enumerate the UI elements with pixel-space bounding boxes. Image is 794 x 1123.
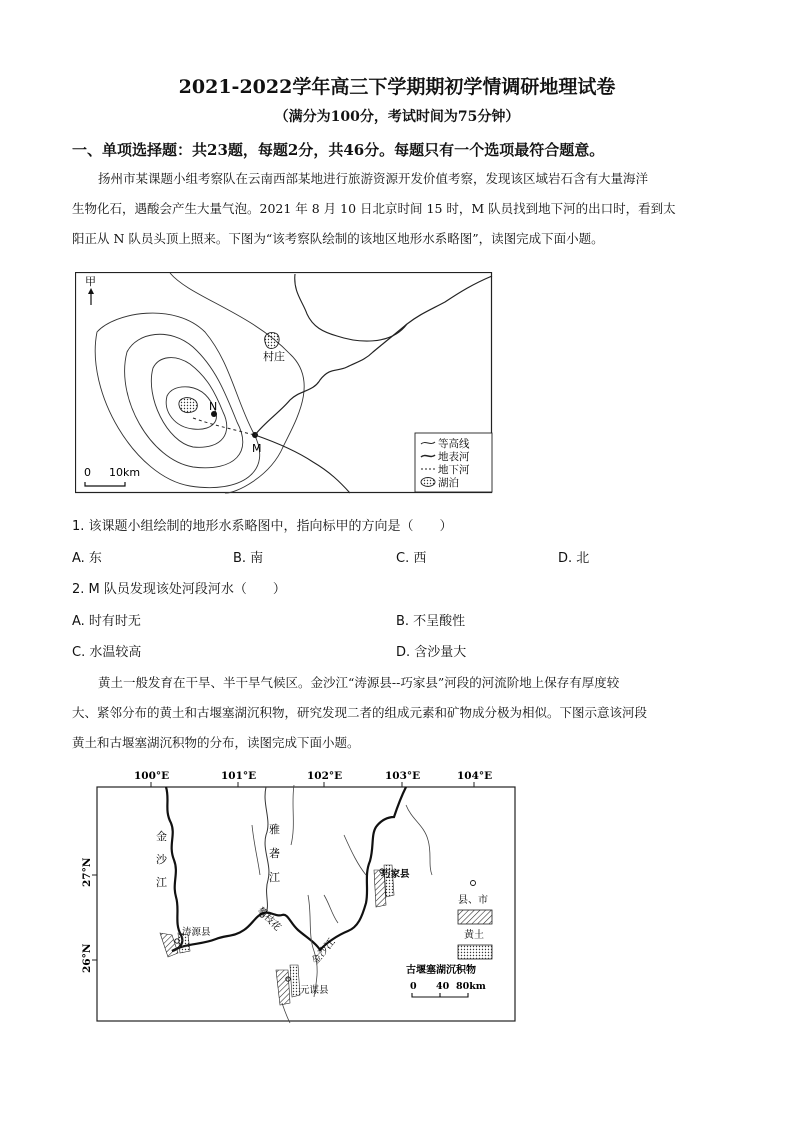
question-2-option-b[interactable]: B. 不呈酸性 (396, 614, 466, 629)
legend-paleolake-symbol (458, 945, 492, 959)
map2-scale-0: 0 (410, 981, 417, 992)
lon-label-100: 100°E (134, 770, 170, 782)
jinsha-river-map (76, 765, 516, 1025)
question-1-option-d[interactable]: D. 北 (558, 551, 590, 566)
river-label-ya: 雅 (269, 823, 280, 836)
passage-2 (72, 668, 724, 758)
legend-lake-label: 湖泊 (438, 477, 459, 489)
passage-1-line-3: 阳正从 N 队员头顶上照来。下图为“该考察队绘制的该地区地形水系略图”，读图完成下面小题。 (72, 231, 604, 246)
question-1-option-c[interactable]: C. 西 (396, 551, 427, 566)
page-title: 2021-2022学年高三下学期期初学情调研地理试卷 (178, 76, 616, 98)
county-taoyuan: 涛源县 (182, 927, 211, 938)
village-label: 村庄 (263, 350, 285, 363)
passage-2-line-2: 大、紧邻分布的黄土和古堰塞湖沉积物，研究发现二者的组成元素和矿物成分极为相似。下图示意该河段 (72, 705, 648, 720)
question-2-option-c[interactable]: C. 水温较高 (72, 645, 142, 660)
river-label-long: 砻 (269, 847, 280, 860)
passage-1 (72, 164, 724, 254)
legend-loess-symbol (458, 910, 492, 924)
river-label-sha: 沙 (156, 853, 167, 866)
county-yuanmou: 元谋县 (300, 985, 329, 996)
lon-label-103: 103°E (385, 770, 421, 782)
paleolake-deposit-yuanmou (290, 965, 300, 997)
terrain-hydrology-map (75, 272, 493, 494)
question-2-option-a[interactable]: A. 时有时无 (72, 614, 141, 629)
map1-scale-label: 10km (109, 466, 141, 479)
legend-surface-river-label: 地表河 (438, 451, 470, 463)
passage-1-line-2: 生物化石，遇酸会产生大量气泡。2021 年 8 月 10 日北京时间 15 时，M 队员找到地下河的出口时，看到太 (72, 201, 676, 216)
passage-2-line-3: 黄土和古堰塞湖沉积物的分布，读图完成下面小题。 (72, 735, 360, 750)
legend-underground-river-label: 地下河 (438, 464, 470, 476)
lat-label-26: 26°N (81, 943, 93, 973)
map2-scale-80km: 80km (456, 981, 486, 992)
river-label-jinsha-lower: 金沙江 (309, 936, 338, 967)
question-1-option-b[interactable]: B. 南 (233, 551, 264, 566)
village-marker (265, 332, 279, 348)
lon-label-104: 104°E (457, 770, 493, 782)
lon-label-102: 102°E (307, 770, 343, 782)
legend-lake-symbol (421, 478, 435, 487)
question-1-stem: 1. 该课题小组绘制的地形水系略图中，指向标甲的方向是（ ） (72, 519, 453, 534)
legend-contour-label: 等高线 (438, 438, 470, 450)
point-n-label: N (209, 400, 218, 413)
passage-2-line-1: 黄土一般发育在干旱、半干旱气候区。金沙江“涛源县--巧家县”河段的河流阶地上保存有厚度较 (98, 675, 620, 690)
question-1-option-a[interactable]: A. 东 (72, 551, 102, 566)
city-panzhihua: 攀枝花 (254, 905, 283, 934)
map1-scale-zero: 0 (84, 466, 91, 479)
question-2-option-d[interactable]: D. 含沙量大 (396, 645, 467, 660)
lat-label-27: 27°N (81, 857, 93, 887)
passage-1-line-1: 扬州市某课题小组考察队在云南西部某地进行旅游资源开发价值考察，发现该区域岩石含有大量海洋 (98, 171, 649, 186)
section-heading: 一、单项选择题：共23题，每题2分，共46分。每题只有一个选项最符合题意。 (72, 141, 605, 159)
legend-paleolake-label: 古堰塞湖沉积物 (406, 965, 476, 976)
river-label-jiang: 江 (156, 876, 167, 889)
lon-label-101: 101°E (221, 770, 257, 782)
county-qiaojia: 巧家县 (381, 869, 410, 880)
river-label-jin: 金 (156, 830, 167, 843)
legend-loess-label: 黄土 (464, 930, 484, 941)
map2-scale-40: 40 (436, 981, 450, 992)
north-arrow-label: 甲 (85, 275, 96, 288)
exam-subtitle: （满分为100分，考试时间为75分钟） (274, 109, 520, 125)
legend-county-label: 县、市 (458, 895, 488, 906)
river-label-jiang-2: 江 (269, 871, 280, 884)
point-m-label: M (252, 442, 262, 455)
question-2-stem: 2. M 队员发现该处河段河水（ ） (72, 582, 286, 597)
lake (179, 398, 197, 413)
